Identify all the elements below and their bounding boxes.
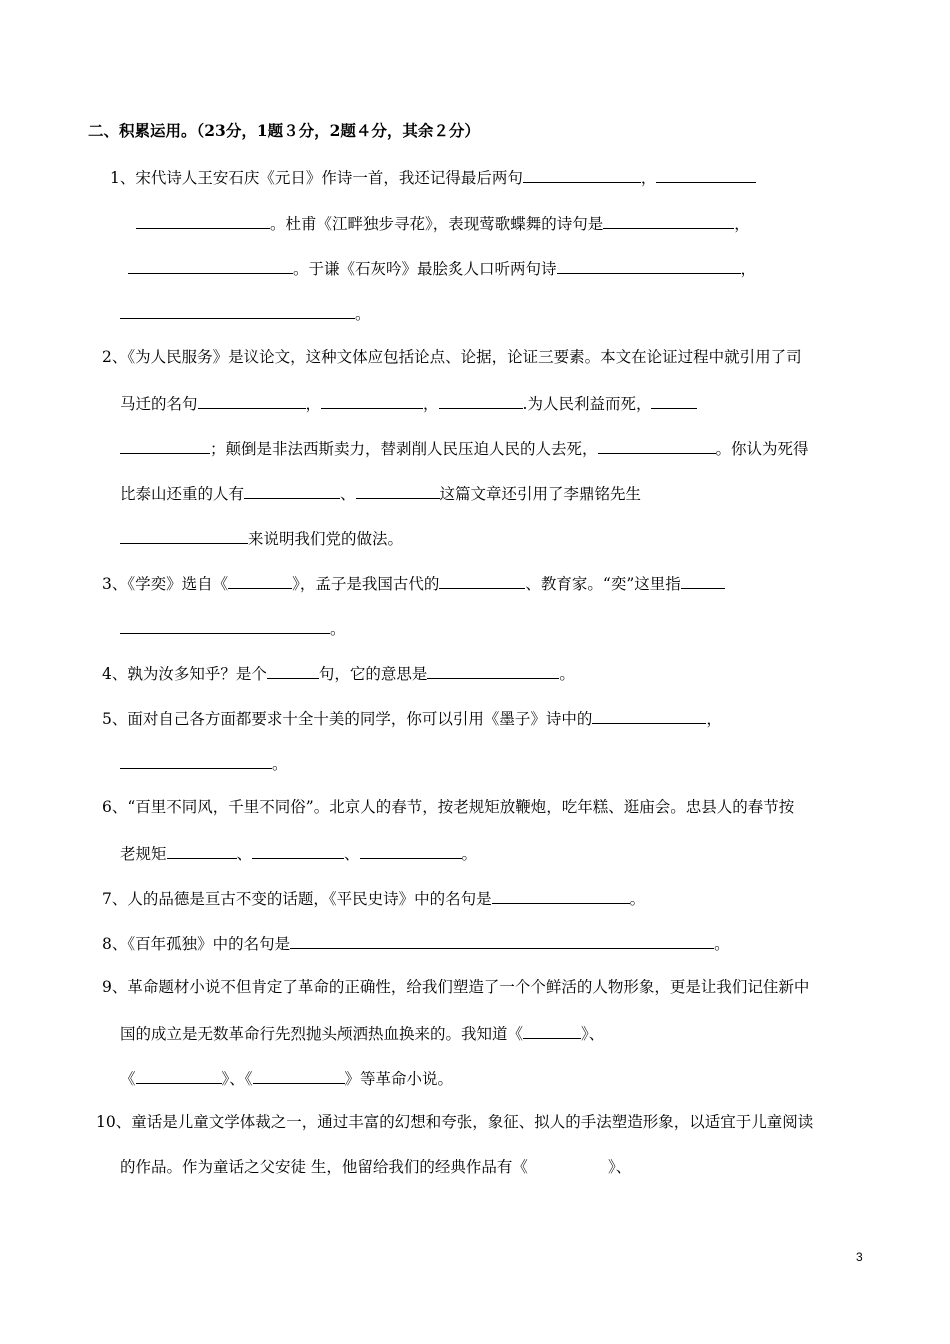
question-6-line-2 <box>120 842 477 864</box>
question-4-text: 4、孰为汝多知乎？是个 <box>102 665 267 683</box>
question-2-text: 比泰山还重的人有 <box>120 485 245 503</box>
question-3-text: 、教育家。“奕”这里指 <box>525 575 681 593</box>
answer-blank[interactable] <box>136 1067 222 1084</box>
punctuation: ， <box>740 260 757 278</box>
question-2-text: 2、《为人民服务》是议论文，这种文体应包括论点、论据，论证三要素。本文在论证过程中就引用了司 <box>102 348 802 366</box>
punctuation: 。 <box>355 305 371 323</box>
answer-blank[interactable] <box>439 572 525 589</box>
question-9-line-2 <box>120 1022 604 1044</box>
question-9-text: 《 <box>120 1070 136 1088</box>
question-9-text: 》等革命小说。 <box>344 1070 454 1088</box>
question-9-text: 》、 <box>581 1025 605 1043</box>
answer-blank[interactable] <box>592 707 706 724</box>
answer-blank[interactable] <box>167 842 237 859</box>
answer-blank[interactable] <box>356 482 440 499</box>
question-10-text: 》、 <box>607 1158 632 1176</box>
punctuation: 。 <box>461 845 478 863</box>
answer-blank[interactable] <box>120 437 210 454</box>
answer-blank[interactable] <box>321 392 423 409</box>
question-3-text: 3、《学奕》选自《 <box>102 575 229 593</box>
question-6-line-1 <box>102 797 794 817</box>
question-10-line-2 <box>120 1157 631 1177</box>
question-5-line-1 <box>102 707 722 729</box>
answer-blank[interactable] <box>120 617 330 634</box>
question-9-line-1 <box>102 977 809 997</box>
question-3-text: 》，孟子是我国古代的 <box>292 575 440 593</box>
punctuation: 。 <box>272 755 288 773</box>
page-number: 3 <box>856 1250 863 1264</box>
question-1-line-3 <box>128 257 756 279</box>
answer-blank[interactable] <box>598 437 716 454</box>
punctuation: ， <box>423 395 439 413</box>
question-4-text: 句，它的意思是 <box>318 665 428 683</box>
answer-blank[interactable] <box>244 482 340 499</box>
answer-blank[interactable] <box>603 212 734 229</box>
punctuation: 。 <box>629 890 646 908</box>
question-2-text: 马迁的名句 <box>120 395 198 413</box>
answer-blank[interactable] <box>120 527 248 544</box>
punctuation: 。 <box>559 665 575 683</box>
answer-blank[interactable] <box>267 662 319 679</box>
question-6-text: 6、“百里不同风，千里不同俗”。北京人的春节，按老规矩放鞭炮，吃年糕、逛庙会。忠县人的春节按 <box>102 798 795 816</box>
question-2-text: 这篇文章还引用了李鼎铭先生 <box>439 485 642 503</box>
question-2-line-5 <box>120 527 403 549</box>
punctuation: 。 <box>330 620 346 638</box>
question-2-line-2 <box>120 392 697 414</box>
punctuation: ， <box>305 395 322 413</box>
punctuation: ， <box>734 215 750 233</box>
answer-blank[interactable] <box>557 257 741 274</box>
question-5-text: 5、面对自己各方面都要求十全十美的同学，你可以引用《墨子》诗中的 <box>102 710 593 728</box>
question-1-line-4 <box>120 302 371 324</box>
section-heading: 二、积累运用。（23分，1题３分，2题４分，其余２分） <box>88 121 480 140</box>
answer-blank[interactable] <box>651 392 697 409</box>
question-2-line-4 <box>120 482 641 504</box>
question-3-line-1 <box>102 572 725 594</box>
answer-blank[interactable] <box>128 257 293 274</box>
question-9-line-3 <box>120 1067 453 1089</box>
question-10-text: 的作品。作为童话之父安徒 生，他留给我们的经典作品有《 <box>120 1158 528 1176</box>
answer-blank[interactable] <box>136 212 270 229</box>
answer-blank[interactable] <box>120 302 355 319</box>
question-10-text: 10、童话是儿童文学体裁之一，通过丰富的幻想和夸张，象征、拟人的手法塑造形象，以适宜于儿童阅读 <box>96 1113 814 1131</box>
question-8-line-1 <box>102 932 730 954</box>
question-1-text: 1、宋代诗人王安石庆《元日》作诗一首，我还记得最后两句 <box>110 169 523 187</box>
question-9-text: 》、《 <box>221 1070 253 1088</box>
question-4-line-1 <box>102 662 575 684</box>
question-3-line-2 <box>120 617 346 639</box>
answer-blank[interactable] <box>120 752 272 769</box>
answer-blank[interactable] <box>290 932 714 949</box>
punctuation: 、 <box>236 845 253 863</box>
punctuation: 、 <box>344 845 360 863</box>
punctuation: 。 <box>714 935 730 953</box>
question-8-text: 8、《百年孤独》中的名句是 <box>102 935 291 953</box>
question-1-line-2 <box>136 212 750 234</box>
question-1-text: 。于谦《石灰吟》最脍炙人口听两句诗 <box>293 260 557 278</box>
question-2-line-1 <box>102 347 802 367</box>
question-2-text: 来说明我们党的做法。 <box>248 530 404 548</box>
question-2-text: 。你认为死得 <box>715 440 809 458</box>
question-6-text: 老规矩 <box>120 845 167 863</box>
answer-blank[interactable] <box>523 166 641 183</box>
punctuation: ， <box>640 169 657 187</box>
answer-blank[interactable] <box>681 572 725 589</box>
punctuation: 、 <box>340 485 356 503</box>
question-7-text: 7、人的品德是亘古不变的话题，《平民史诗》中的名句是 <box>102 890 492 908</box>
answer-blank[interactable] <box>252 842 344 859</box>
punctuation: ， <box>706 710 722 728</box>
question-9-text: 国的成立是无数革命行先烈抛头颅洒热血换来的。我知道《 <box>120 1025 524 1043</box>
question-9-text: 9、革命题材小说不但肯定了革命的正确性，给我们塑造了一个个鲜活的人物形象，更是让我们记住新中 <box>102 978 810 996</box>
answer-blank[interactable] <box>492 887 630 904</box>
question-2-text: ；颠倒是非法西斯卖力，替剥削人民压迫人民的人去死， <box>210 440 598 458</box>
answer-blank[interactable] <box>360 842 462 859</box>
answer-blank[interactable] <box>198 392 306 409</box>
answer-blank[interactable] <box>427 662 559 679</box>
question-2-line-3 <box>120 437 809 459</box>
answer-blank[interactable] <box>439 392 523 409</box>
question-5-line-2 <box>120 752 288 774</box>
question-1-line-1 <box>110 166 756 188</box>
answer-blank[interactable] <box>253 1067 345 1084</box>
answer-blank[interactable] <box>656 166 756 183</box>
question-7-line-1 <box>102 887 645 909</box>
answer-blank[interactable] <box>228 572 292 589</box>
question-2-text: .为人民利益而死， <box>522 395 652 413</box>
question-1-text: 。杜甫《江畔独步寻花》，表现莺歌蝶舞的诗句是 <box>270 215 604 233</box>
question-10-line-1 <box>96 1112 813 1132</box>
answer-blank[interactable] <box>523 1022 581 1039</box>
